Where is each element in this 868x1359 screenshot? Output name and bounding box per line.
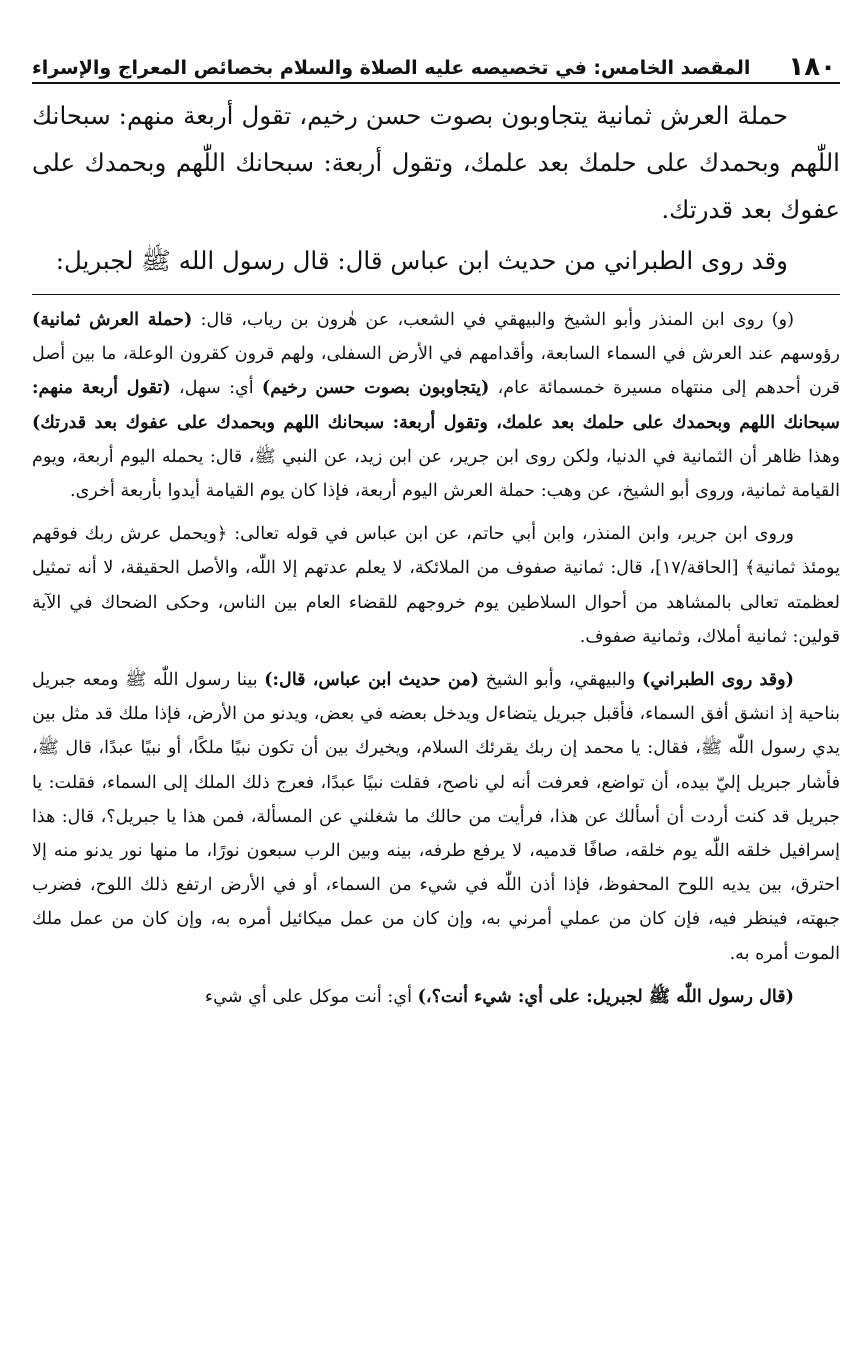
text-segment: وهذا ظاهر أن الثمانية في الدنيا، ولكن روى ابن جرير، عن ابن زيد، عن النبي ﷺ، قال: يحمله اليوم أربعة، ويوم القيامة ثمانية، وروى أبو الشيخ، عن وهب: حملة العرش اليوم أربعة، فإذا كان يوم القيامة أيدوا بأربعة أخرى. — [32, 446, 840, 502]
commentary-text — [32, 303, 840, 1014]
commentary-paragraph — [32, 663, 840, 971]
text-segment: أي: أنت موكل على أي شيء — [204, 986, 418, 1007]
text-segment: أي: سهل، — [170, 378, 262, 399]
text-segment: وروى ابن جرير، وابن المنذر، وابن أبي حاتم، عن ابن عباس في قوله تعالى: ﴿ويحمل عرش ربك فوقهم يومئذ ثمانية﴾ [الحاقة/١٧]، قال: ثمانية صفوف من الملائكة، لا يعلم عدتهم إلا اللّٰه، والأصل الحقيقة، لا أنه تمثيل لعظمته تعالى بالمشاهد من أحوال السلاطين يوم خروجهم للقضاء العام بين الناس، وحكى الضحاك في الآية قولين: ثمانية أملاك، وثمانية صفوف. — [32, 524, 840, 647]
text-segment: حملة العرش ثمانية يتجاوبون بصوت حسن رخيم، تقول أربعة منهم: سبحانك اللّٰهم وبحمدك على حلمك بعد علمك، وتقول أربعة: سبحانك اللّٰهم وبحمدك على عفوك بعد قدرتك. — [32, 101, 840, 224]
main-text — [32, 92, 840, 284]
commentary-paragraph — [32, 980, 840, 1014]
text-segment: رؤوسهم عند العرش في السماء السابعة، وأقدامهم في الأرض السفلى، ولهم قرون كقرون الوعلة، ما بين أصل قرن أحدهم إلى منتهاه مسيرة خمسمائة عام، — [32, 344, 841, 399]
bold-quote-segment: (قال رسول اللّٰه ﷺ لجبريل: على أي: شيء أنت؟،) — [417, 985, 794, 1007]
bold-quote-segment: (حملة العرش ثمانية) — [32, 309, 193, 330]
page-header — [32, 38, 840, 84]
bold-quote-segment: (يتجاوبون بصوت حسن رخيم) — [261, 377, 490, 399]
text-segment: (و) روى ابن المنذر وأبو الشيخ والبيهقي في الشعب، عن هٰرون بن رياب، قال: — [192, 310, 794, 330]
text-segment: بينا رسول اللّٰه ﷺ ومعه جبريل بناحية إذ انشق أفق السماء، فأقبل جبريل يتضاءل ويدخل بعضه في بعض، ويدنو من الأرض، فإذا ملك قد مثل بين يدي رسول اللّٰه ﷺ، فقال: يا محمد إن ربك يقرئك السلام، ويخيرك بين أن تكون نبيًا ملكًا، أو نبيًا عبدًا، قال ﷺ، فأشار جبريل إليّ بيده، أن تواضع، فعرفت أنه لي ناصح، فقلت نبيًا عبدًا، فعرج ذلك الملك إلى السماء، فقلت: يا جبريل قد كنت أردت أن أسألك عن هذا، فرأيت من حالك ما شغلني عن المسألة، فمن هذا يا جبريل؟، قال: هذا إسرافيل خلقه اللّٰه يوم خلقه، صافًا قدميه، لا يرفع طرفه، بينه وبين الرب سبعون نورًا، ما منها نور يدنو منه إلا احترق، بين يديه اللوح المحفوظ، فإذا أذن اللّٰه في شيء من السماء، أو في الأرض ارتفع ذلك اللوح، فضرب جبهته، فينظر فيه، فإن كان من عملي أمرني به، وإن كان من عمل ميكائيل أمره به، وإن كان من عمل ملك الموت أمره به. — [32, 670, 840, 964]
running-title: المقصد الخامس: في تخصيصه عليه الصلاة والسلام بخصائص المعراج والإسراء — [32, 57, 751, 80]
text-segment: وقد روى الطبراني من حديث ابن عباس قال: قال رسول الله ﷺ لجبريل: — [55, 246, 788, 275]
page-number: ١٨٠ — [788, 52, 836, 82]
book-page — [32, 38, 840, 1339]
commentary-paragraph — [32, 303, 840, 508]
bold-quote-segment: (من حديث ابن عباس، قال:) — [264, 669, 479, 691]
main-paragraph — [32, 92, 840, 233]
text-segment: والبيهقي، وأبو الشيخ — [479, 670, 643, 691]
main-paragraph — [32, 237, 840, 284]
commentary-paragraph — [32, 517, 840, 654]
separator-rule — [32, 294, 840, 295]
bold-quote-segment: (وقد روى الطبراني) — [642, 669, 794, 691]
bold-quote-segment: (تقول أربعة منهم: سبحانك اللهم وبحمدك على حلمك بعد علمك، وتقول أربعة: سبحانك اللهم وبحمدك على عفوك بعد قدرتك) — [32, 377, 840, 433]
